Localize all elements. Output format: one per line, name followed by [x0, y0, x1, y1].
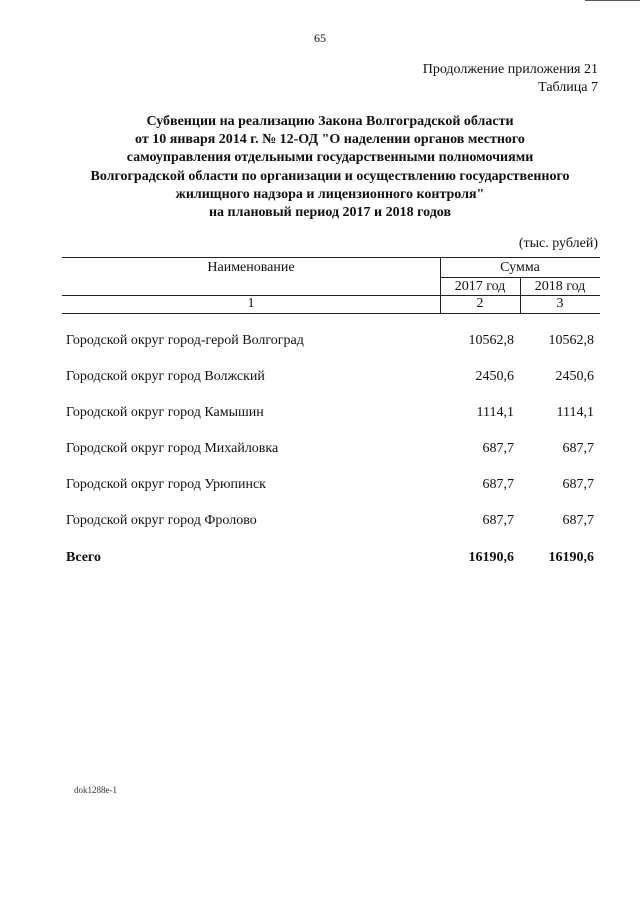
row-value-2018: 687,7	[562, 441, 594, 456]
document-code: dok1288e-1	[74, 785, 117, 795]
title-line: от 10 января 2014 г. № 12-ОД "О наделении органов местного	[135, 132, 525, 148]
row-value-2017: 687,7	[482, 441, 514, 456]
row-value-2017: 687,7	[482, 513, 514, 528]
header-year-2017: 2017 год	[454, 279, 506, 294]
row-name: Городской округ город Михайловка	[66, 441, 279, 456]
row-name: Городской округ город Волжский	[66, 369, 265, 384]
document-title	[60, 113, 600, 222]
table-row	[62, 513, 600, 533]
header-name: Наименование	[207, 260, 295, 275]
column-number-1: 1	[247, 296, 255, 311]
page-number: 65	[314, 31, 326, 45]
row-name: Городской округ город Урюпинск	[66, 477, 266, 492]
row-value-2018: 1114,1	[556, 405, 594, 420]
header-year-2018: 2018 год	[534, 279, 586, 294]
row-value-2017: 1114,1	[476, 405, 514, 420]
column-number-3: 3	[556, 296, 564, 311]
table-header	[62, 257, 600, 314]
column-number-2: 2	[476, 296, 484, 311]
header-sum: Сумма	[500, 260, 540, 275]
units-label: (тыс. рублей)	[518, 236, 598, 251]
row-name: Городской округ город Фролово	[66, 513, 257, 528]
row-value-2018: 10562,8	[548, 333, 594, 348]
appendix-reference: Продолжение приложения 21	[422, 62, 598, 77]
title-line: жилищного надзора и лицензионного контроля"	[175, 186, 485, 202]
table-row	[62, 477, 600, 497]
row-name: Городской округ город-герой Волгоград	[66, 333, 304, 348]
table-row	[62, 405, 600, 425]
title-line: самоуправления отдельными государственными полномочиями	[126, 150, 534, 166]
row-value-2018: 687,7	[562, 513, 594, 528]
corner-rule	[585, 0, 640, 1]
total-value-2017: 16190,6	[468, 550, 514, 565]
row-value-2017: 2450,6	[475, 369, 514, 384]
table-row	[62, 441, 600, 461]
title-line: Волгоградской области по организации и осуществлению государственного	[90, 168, 570, 184]
row-value-2017: 10562,8	[468, 333, 514, 348]
table-row	[62, 333, 600, 353]
table-row	[62, 369, 600, 389]
row-value-2018: 2450,6	[555, 369, 594, 384]
row-value-2017: 687,7	[482, 477, 514, 492]
table-top-rule	[62, 257, 600, 258]
row-value-2018: 687,7	[562, 477, 594, 492]
row-name: Городской округ город Камышин	[66, 405, 264, 420]
total-row	[62, 550, 600, 570]
table-number: Таблица 7	[538, 80, 598, 95]
title-line: Субвенции на реализацию Закона Волгоградской области	[146, 114, 514, 129]
total-value-2018: 16190,6	[548, 550, 594, 565]
total-label: Всего	[66, 550, 101, 565]
title-line: на плановый период 2017 и 2018 годов	[208, 205, 452, 221]
